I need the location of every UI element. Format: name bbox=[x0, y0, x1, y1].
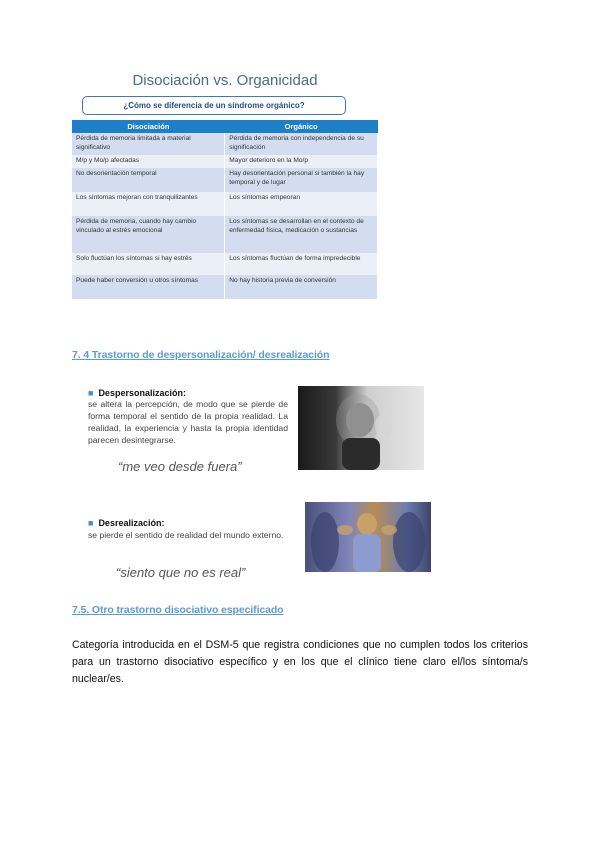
column-header-disociacion: Disociación bbox=[72, 120, 225, 133]
table-row bbox=[72, 192, 378, 216]
slide-question-box: ¿Cómo se diferencia de un síndrome orgánico? bbox=[82, 96, 346, 115]
bullet-icon: ■ bbox=[88, 388, 94, 398]
depersonalization-photo bbox=[298, 386, 424, 470]
table-cell: Mayor deterioro en la Mo/p bbox=[225, 155, 378, 168]
bullet-icon: ■ bbox=[88, 518, 94, 528]
table-cell: Pérdida de memoria limitada a material significativo bbox=[72, 133, 225, 155]
table-row bbox=[72, 275, 378, 299]
table-cell: Hay desorientación personal si también la hay temporal y de lugar bbox=[225, 168, 378, 192]
table-row bbox=[72, 168, 378, 192]
person-blurred-image bbox=[298, 386, 424, 470]
table-row bbox=[72, 253, 378, 275]
table-cell: No hay historia previa de conversión bbox=[225, 275, 378, 299]
slide-title: Disociación vs. Organicidad bbox=[132, 72, 318, 89]
depersonalization-quote: “me veo desde fuera” bbox=[118, 459, 242, 474]
section-7-5-paragraph: Categoría introducida en el DSM-5 que registra condiciones que no cumplen todos los criterios para un trastorno disociativo específico y en los que el clínico tiene claro el/los síntoma/s nuclear/es. bbox=[72, 639, 528, 685]
table-cell: Los síntomas fluctúan de forma impredecible bbox=[225, 253, 378, 275]
table-cell: Los síntomas se desarrollan en el contexto de enfermedad física, medicación o sustancias bbox=[225, 216, 378, 253]
comparison-table bbox=[72, 120, 378, 299]
table-cell: Solo fluctúan los síntomas si hay estrés bbox=[72, 253, 225, 275]
section-heading-7-5: 7.5. Otro trastorno disociativo especificado bbox=[72, 604, 284, 616]
table-header-row bbox=[72, 120, 378, 133]
derealization-title-text: Desrealización: bbox=[98, 518, 165, 528]
table-row bbox=[72, 216, 378, 253]
table-cell: Los síntomas mejoran con tranquilizantes bbox=[72, 192, 225, 216]
table-cell: Pérdida de memoria, cuando hay cambio vinculado al estrés emocional bbox=[72, 216, 225, 253]
table-cell: M/p y Mo/p afectadas bbox=[72, 155, 225, 168]
table-cell: Los síntomas empeoran bbox=[225, 192, 378, 216]
section-heading-7-4: 7. 4 Trastorno de despersonalización/ desrealización bbox=[72, 349, 330, 361]
depersonalization-title-text: Despersonalización: bbox=[98, 388, 186, 398]
depersonalization-description: se altera la percepción, de modo que se pierde de forma temporal el sentido de la propia realidad. La realidad, la experiencia y hasta la propia identidad parecen desintegrarse. bbox=[88, 399, 288, 445]
derealization-photo bbox=[305, 502, 431, 572]
table-cell: Puede haber conversión u otros síntomas bbox=[72, 275, 225, 299]
table-cell: No desorientación temporal bbox=[72, 168, 225, 192]
table-row bbox=[72, 133, 378, 155]
table-row bbox=[72, 155, 378, 168]
derealization-description: se pierde el sentido de realidad del mundo externo. bbox=[88, 530, 284, 540]
crowd-blurred-image bbox=[305, 502, 431, 572]
table-cell: Pérdida de memoria con independencia de su significación bbox=[225, 133, 378, 155]
column-header-organico: Orgánico bbox=[225, 120, 378, 133]
derealization-quote: “siento que no es real” bbox=[116, 565, 246, 580]
